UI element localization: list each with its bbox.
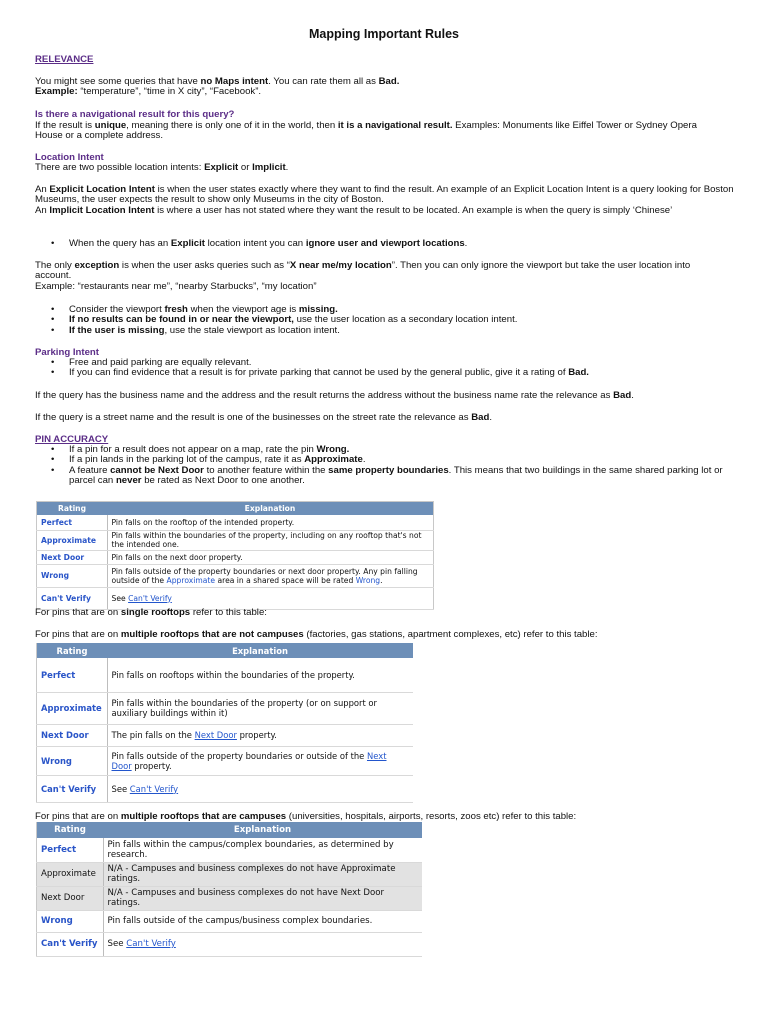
table-row: Next Door Pin falls on the next door property.: [37, 550, 434, 564]
table-row: Can't Verify See Can't Verify: [37, 775, 414, 802]
list-item: • If the user is missing, use the stale viewport as location intent.: [35, 326, 735, 336]
column-header-rating: Rating: [37, 502, 108, 516]
table-row: Wrong Pin falls outside of the property boundaries or next door property. Any pin falling outside of the Approximate area in a shared space will be rated Wrong.: [37, 564, 434, 587]
column-header-rating: Rating: [37, 643, 108, 658]
navigational-text: If the result is unique, meaning there is only one of it in the world, then it is a navigational result. Examples: Monuments like Eiffel Tower or Sydney Opera House or a complete address.: [35, 120, 697, 142]
list-item: • If a pin for a result does not appear on a map, rate the pin Wrong.: [35, 445, 740, 455]
caption-campuses: For pins that are on multiple rooftops that are campuses (universities, hospitals, airports, resorts, zoos etc) refer to this table:: [35, 811, 577, 822]
exception-text: The only exception is when the user asks queries such as “X near me/my location”. Then you can only ignore the viewport but take the user location into account. Example: “restaurants near me”, “nearby Starbucks”, “my location”: [35, 260, 691, 292]
column-header-explanation: Explanation: [107, 502, 434, 516]
explicit-bullets: [35, 239, 735, 249]
next-door-link[interactable]: Next Door: [111, 750, 387, 771]
table-row: Wrong Pin falls outside of the property boundaries or outside of the Next Door property.: [37, 746, 414, 775]
list-item: • If no results can be found in or near the viewport, use the user location as a secondary location intent.: [35, 315, 735, 325]
cant-verify-link[interactable]: Can't Verify: [129, 783, 179, 794]
location-intent-heading: Location Intent: [35, 152, 104, 163]
relevance-text: You might see some queries that have no Maps intent. You can rate them all as Bad. Example: “temperature”, “time in X city”, “Facebook”.: [35, 76, 400, 98]
navigational-heading: Is there a navigational result for this query?: [35, 109, 235, 120]
multiple-rooftops-table: [36, 643, 413, 803]
pin-accuracy-bullets: [35, 445, 740, 487]
column-header-explanation: Explanation: [107, 643, 413, 658]
list-item: • When the query has an Explicit location intent you can ignore user and viewport locations.: [35, 239, 735, 249]
pin-accuracy-heading[interactable]: PIN ACCURACY: [35, 434, 109, 445]
viewport-bullets: [35, 305, 735, 336]
caption-multiple-rooftops: For pins that are on multiple rooftops that are not campuses (factories, gas stations, apartment complexes, etc) refer to this table:: [35, 629, 598, 640]
page-title: Mapping Important Rules: [309, 27, 459, 41]
column-header-explanation: Explanation: [103, 822, 422, 838]
parking-bullets: [35, 358, 735, 379]
cant-verify-link[interactable]: Can't Verify: [128, 593, 172, 603]
cant-verify-link[interactable]: Can't Verify: [126, 939, 176, 949]
table-row: Approximate Pin falls within the boundaries of the property (or on support or auxiliary buildings within it): [37, 692, 414, 724]
list-item: • If a pin lands in the parking lot of the campus, rate it as Approximate.: [35, 455, 740, 465]
parking-business-text: If the query has the business name and the address and the result returns the address without the business name rate the relevance as Bad.: [35, 390, 634, 401]
list-item: • Consider the viewport fresh when the viewport age is missing.: [35, 305, 735, 315]
list-item: • If you can find evidence that a result is for private parking that cannot be used by the general public, give it a rating of Bad.: [35, 368, 735, 378]
list-item: • A feature cannot be Next Door to another feature within the same property boundaries. This means that two buildings in the same shared parking lot or parcel can never be rated as Next Door to one another.: [35, 466, 740, 487]
campuses-table: [36, 822, 422, 957]
caption-single-rooftops: For pins that are on single rooftops refer to this table:: [35, 607, 267, 618]
table-row: Perfect Pin falls on rooftops within the boundaries of the property.: [37, 658, 414, 692]
table-row: Can't Verify See Can't Verify: [37, 932, 423, 956]
table-row: Approximate Pin falls within the boundaries of the property, including on any rooftop that's not the intended one.: [37, 530, 434, 550]
table-row: Perfect Pin falls within the campus/complex boundaries, as determined by research.: [37, 838, 423, 862]
table-row: Next Door The pin falls on the Next Door property.: [37, 724, 414, 746]
column-header-rating: Rating: [37, 822, 104, 838]
list-item: • Free and paid parking are equally relevant.: [35, 358, 735, 368]
location-intent-intro: There are two possible location intents: Explicit or Implicit.: [35, 162, 289, 173]
next-door-link[interactable]: Next Door: [194, 730, 237, 740]
table-row: Can't Verify See Can't Verify: [37, 587, 434, 609]
parking-street-text: If the query is a street name and the result is one of the businesses on the street rate the relevance as Bad.: [35, 412, 493, 423]
parking-heading: Parking Intent: [35, 347, 99, 358]
table-row: Approximate N/A - Campuses and business complexes do not have Approximate ratings.: [37, 862, 423, 886]
table-row: Next Door N/A - Campuses and business complexes do not have Next Door ratings.: [37, 886, 423, 910]
table-row: Wrong Pin falls outside of the campus/business complex boundaries.: [37, 910, 423, 932]
single-rooftop-table: [36, 501, 434, 610]
table-row: Perfect Pin falls on the rooftop of the intended property.: [37, 515, 434, 530]
explicit-intent-text: An Explicit Location Intent is when the user states exactly where they want to find the result. An example of an Explicit Location Intent is a query looking for Boston Museums, the user expects the result to show only Museums in the city of Boston. An Implicit Location Intent is where a user has not stated where they want the result to be located. An example is when the query is simply ‘Chinese’: [35, 184, 734, 216]
relevance-heading[interactable]: RELEVANCE: [35, 54, 94, 65]
